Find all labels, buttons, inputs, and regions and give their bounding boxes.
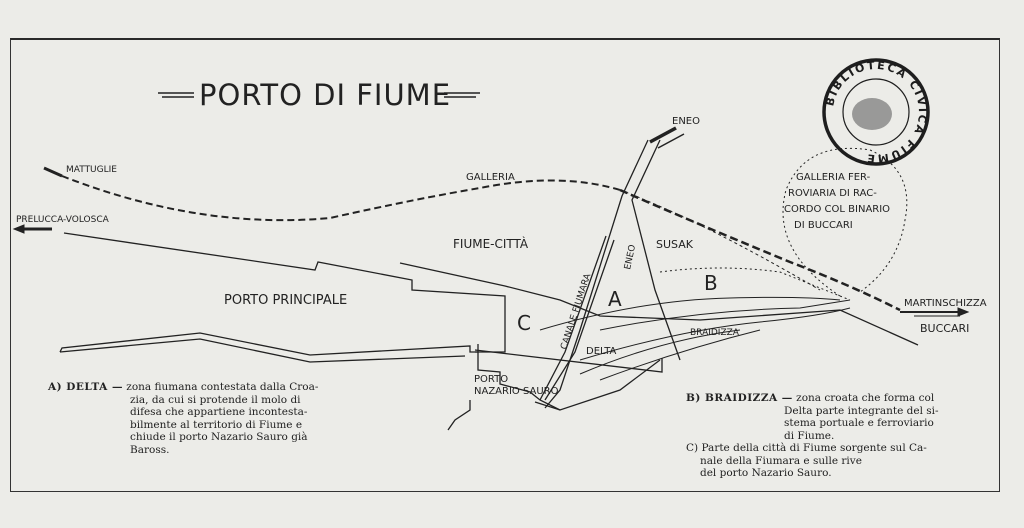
label-porto-principale: PORTO PRINCIPALE [224, 293, 348, 308]
label-galleria: GALLERIA [466, 172, 515, 183]
legend-b-line-2: Delta parte integrante del si- [784, 404, 939, 417]
label-mattuglie: MATTUGLIE [66, 165, 117, 175]
label-braidizza: BRAIDIZZA [690, 328, 739, 338]
label-prelucca-volosca: PRELUCCA-VOLOSCA [16, 215, 109, 225]
title-group [158, 78, 480, 112]
label-zone-a: A [608, 287, 622, 311]
label-buccari: BUCCARI [920, 322, 970, 335]
stamp-emblem-icon [852, 98, 892, 130]
label-zone-c: C [517, 311, 531, 335]
legend-a-line-3: difesa che appartiene incontesta- [130, 406, 308, 418]
label-nazario-sauro: NAZARIO SAURO [474, 386, 559, 397]
galleria-note-line-4: DI BUCCARI [794, 220, 853, 231]
legend-a [48, 381, 348, 456]
legend-a-line-4: bilmente al territorio di Fiume e [130, 418, 303, 431]
prelucca-arrow [14, 225, 52, 233]
label-canale-fiumara: CANALE FIUMARA [559, 272, 594, 351]
legend-b-line-3: stema portuale e ferroviario [784, 417, 934, 429]
map-title: PORTO DI FIUME [199, 78, 452, 112]
legend-a-line-2: zia, da cui si protende il molo di [130, 393, 301, 406]
legend-c-line-3: del porto Nazario Sauro. [700, 467, 832, 479]
label-eneo-side: ENEO [623, 243, 639, 271]
label-susak: SUSAK [656, 238, 693, 251]
label-fiume-citta: FIUME-CITTÀ [453, 237, 529, 251]
legend-b [686, 392, 966, 480]
galleria-note-line-1: GALLERIA FER- [796, 172, 871, 183]
label-zone-b: B [704, 271, 718, 295]
label-martinschizza: MARTINSCHIZZA [904, 298, 987, 309]
legend-a-key: A) DELTA — [48, 381, 123, 393]
legend-c-line-1: C) Parte della città di Fiume sorgente sul Ca- [686, 442, 927, 454]
label-eneo-top: ENEO [672, 116, 700, 127]
label-delta: DELTA [586, 346, 617, 357]
library-stamp [823, 59, 929, 166]
galleria-note [784, 172, 890, 231]
legend-b-key: B) BRAIDIZZA — [686, 392, 793, 404]
galleria-note-line-2: ROVIARIA DI RAC- [788, 188, 877, 199]
legend-a-line-6: Baross. [130, 443, 170, 456]
legend-b-line-4: di Fiume. [784, 429, 835, 442]
galleria-note-line-3: CORDO COL BINARIO [784, 204, 891, 215]
martinschizza-arrow [900, 308, 968, 316]
legend-c-line-2: nale della Fiumara e sulle rive [700, 454, 862, 467]
legend-a-line-1: zona fiumana contestata dalla Croa- [126, 381, 319, 393]
stamp-text: BIBLIOTECA CIVICA FIUME [823, 58, 930, 166]
legend-a-line-5: chiude il porto Nazario Sauro già [130, 431, 308, 443]
legend-b-line-1: zona croata che forma col [796, 392, 935, 404]
label-porto: PORTO [474, 374, 509, 385]
eneo-mole [650, 128, 684, 148]
